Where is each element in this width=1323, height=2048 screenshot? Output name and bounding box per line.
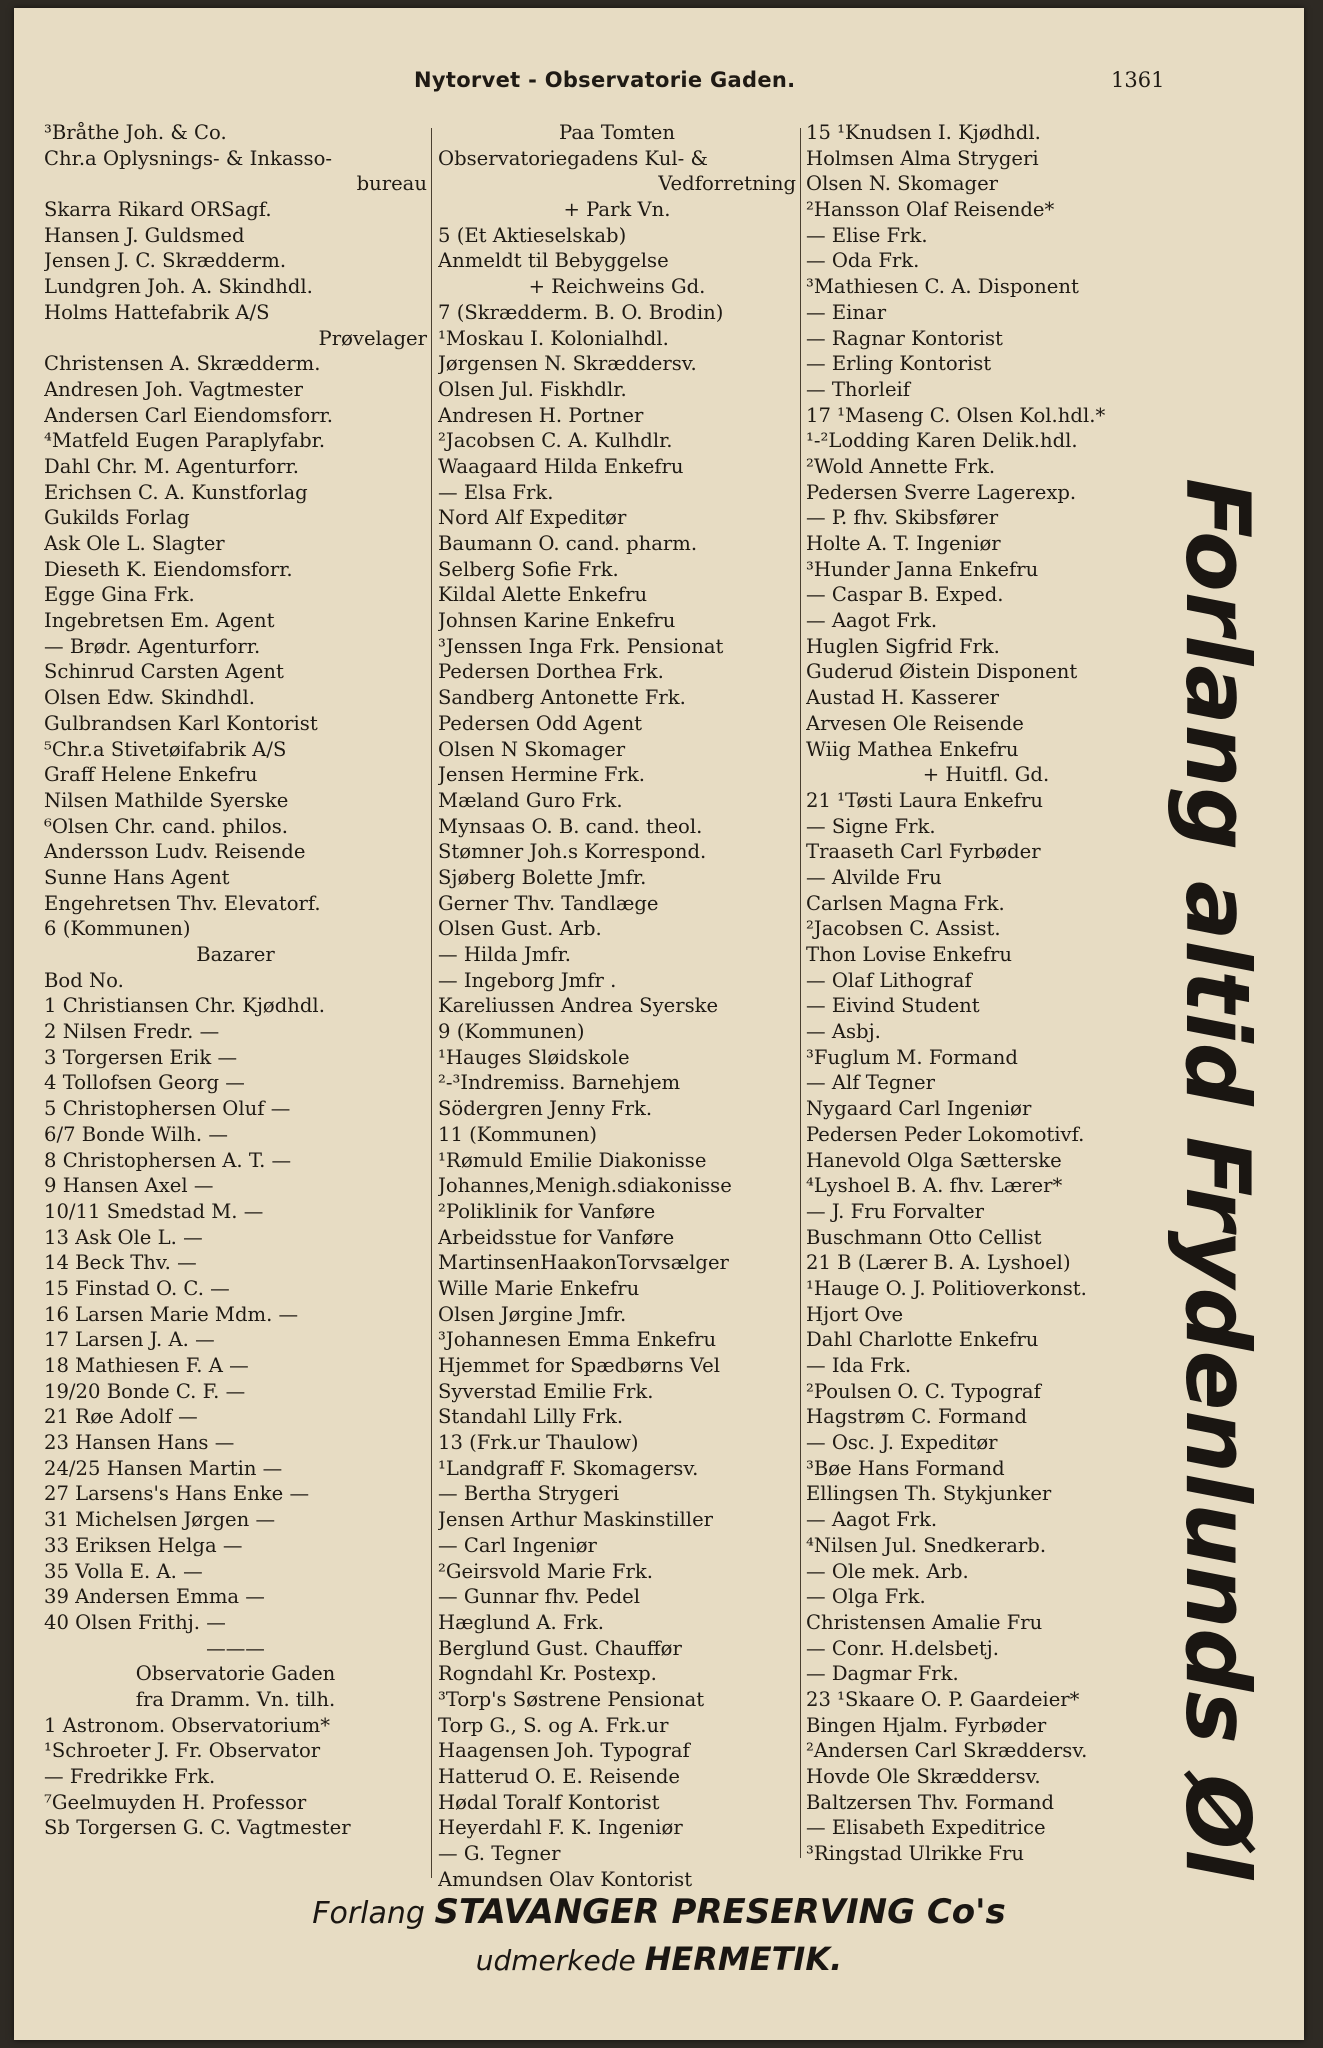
directory-entry: Ingebretsen Em. Agent (44, 609, 275, 633)
directory-entry: Olsen N. Skomager (806, 172, 999, 196)
directory-entry: — Elisabeth Expeditrice (806, 1816, 1046, 1840)
directory-entry: Ellingsen Th. Stykjunker (806, 1482, 1052, 1506)
directory-entry: Hovde Ole Skræddersv. (806, 1765, 1041, 1788)
directory-entry: — Brødr. Agenturforr. (44, 634, 261, 658)
directory-entry: Wiig Mathea Enkefru (806, 737, 1019, 761)
directory-entry: ¹Rømuld Emilie Diakonisse (438, 1148, 707, 1172)
directory-entry: 16 Larsen Marie Mdm. — (44, 1302, 299, 1326)
directory-entry: Rogndahl Kr. Postexp. (438, 1662, 657, 1686)
bottom-ad-line-2-lead: udmerkede (475, 1944, 645, 1977)
directory-entry: Paa Tomten (559, 121, 675, 144)
directory-entry: ³Ringstad Ulrikke Fru (806, 1842, 1024, 1866)
directory-entry: Heyerdahl F. K. Ingeniør (438, 1816, 683, 1840)
directory-entry: ³Bråthe Joh. & Co. (44, 121, 227, 144)
directory-entry: 31 Michelsen Jørgen — (44, 1508, 276, 1532)
directory-entry: 6 (Kommunen) (44, 917, 191, 941)
directory-entry: — Caspar B. Exped. (806, 583, 1004, 607)
directory-entry: Andersson Ludv. Reisende (44, 840, 306, 864)
directory-entry: Andresen H. Portner (438, 403, 644, 427)
directory-entry: Selberg Sofie Frk. (438, 557, 619, 581)
directory-entry: Wille Marie Enkefru (438, 1276, 640, 1300)
directory-entry: Chr.a Oplysnings- & Inkasso- (44, 146, 333, 170)
directory-entry: Olsen N Skomager (438, 737, 626, 761)
directory-entry: Syverstad Emilie Frk. (438, 1379, 654, 1403)
directory-column-3 (806, 120, 1166, 1867)
directory-entry: 15 ¹Knudsen I. Kjødhdl. (806, 121, 1041, 144)
directory-entry: — Ida Frk. (806, 1354, 912, 1377)
directory-entry: Amundsen Olav Kontorist (438, 1867, 693, 1891)
directory-column-2 (438, 120, 796, 1892)
directory-entry: Holmsen Alma Strygeri (806, 146, 1039, 170)
directory-entry: 1 Christiansen Chr. Kjødhdl. (44, 994, 325, 1018)
directory-entry: — Einar (806, 300, 887, 324)
directory-entry: 10/11 Smedstad M. — (44, 1199, 264, 1223)
directory-entry: Mynsaas O. B. cand. theol. (438, 814, 703, 838)
directory-entry: — Aagot Frk. (806, 609, 938, 633)
side-advertisement (1166, 478, 1269, 1880)
directory-entry: — Gunnar fhv. Pedel (438, 1585, 640, 1609)
directory-entry: Holte A. T. Ingeniør (806, 532, 1001, 555)
directory-entry: 40 Olsen Frithj. — (44, 1610, 226, 1634)
directory-entry: — Olga Frk. (806, 1585, 926, 1609)
directory-entry: Olsen Edw. Skindhdl. (44, 686, 255, 710)
directory-entry: 5 (Et Aktieselskab) (438, 223, 627, 247)
directory-entry: ¹Landgraff F. Skomagersv. (438, 1456, 699, 1480)
directory-entry: Standahl Lilly Frk. (438, 1405, 624, 1429)
directory-entry: 27 Larsens's Hans Enke — (44, 1482, 310, 1506)
directory-entry: ²Jacobsen C. A. Kulhdlr. (438, 429, 673, 453)
directory-entry: — Asbj. (806, 1020, 881, 1044)
directory-entry: 35 Volla E. A. — (44, 1559, 203, 1583)
bottom-ad-product: HERMETIK. (644, 1940, 843, 1978)
page-number: 1361 (1111, 68, 1165, 92)
directory-entry: ²Poulsen O. C. Typograf (806, 1379, 1041, 1403)
directory-entry: ¹Hauge O. J. Politioverkonst. (806, 1276, 1087, 1300)
directory-entry: Olsen Jørgine Jmfr. (438, 1302, 627, 1326)
directory-entry: Bod No. (44, 968, 124, 992)
directory-entry: ⁴Matfeld Eugen Paraplyfabr. (44, 429, 326, 453)
directory-entry: Gukilds Forlag (44, 506, 190, 530)
directory-entry: Bazarer (196, 943, 275, 966)
directory-entry: 17 ¹Maseng C. Olsen Kol.hdl.* (806, 403, 1106, 427)
directory-entry: ³Johannesen Emma Enkefru (438, 1328, 717, 1352)
directory-entry: Schinrud Carsten Agent (44, 660, 284, 684)
column-divider (431, 128, 432, 1878)
directory-entry: ³Fuglum M. Formand (806, 1045, 1018, 1069)
directory-entry: Lundgren Joh. A. Skindhdl. (44, 275, 313, 299)
directory-entry: Baltzersen Thv. Formand (806, 1790, 1055, 1814)
directory-entry: Hatterud O. E. Reisende (438, 1765, 681, 1788)
directory-entry: Graff Helene Enkefru (44, 763, 258, 787)
directory-entry: ³Hunder Janna Enkefru (806, 557, 1039, 581)
directory-entry: — Carl Ingeniør (438, 1533, 597, 1557)
directory-entry: Sandberg Antonette Frk. (438, 686, 686, 710)
bottom-ad-line-1-lead: Forlang (312, 1896, 435, 1931)
side-advertisement-text: Forlang altid Frydenlunds Øl (1166, 478, 1269, 1880)
directory-entry: Johannes,Menigh.sdiakonisse (438, 1174, 732, 1198)
directory-entry: Pedersen Sverre Lagerexp. (806, 480, 1077, 504)
directory-entry: — Elsa Frk. (438, 480, 554, 504)
directory-entry: ³Bøe Hans Formand (806, 1456, 1005, 1480)
directory-entry: Hjemmet for Spædbørns Vel (438, 1354, 721, 1377)
directory-entry: ——— (206, 1636, 265, 1660)
directory-entry: Södergren Jenny Frk. (438, 1097, 653, 1121)
directory-entry: Sjøberg Bolette Jmfr. (438, 865, 647, 889)
directory-entry: 39 Andersen Emma — (44, 1585, 265, 1609)
directory-entry: — Oda Frk. (806, 249, 920, 273)
directory-entry: Huglen Sigfrid Frk. (806, 634, 1000, 658)
directory-entry: 21 ¹Tøsti Laura Enkefru (806, 788, 1043, 812)
directory-entry: Baumann O. cand. pharm. (438, 532, 698, 555)
directory-entry: + Reichweins Gd. (528, 275, 706, 299)
directory-entry: — Alvilde Fru (806, 865, 942, 889)
directory-entry: Olsen Gust. Arb. (438, 917, 602, 941)
directory-entry: Johnsen Karine Enkefru (438, 609, 676, 633)
directory-entry: Ask Ole L. Slagter (44, 532, 225, 555)
directory-entry: Bingen Hjalm. Fyrbøder (806, 1713, 1047, 1737)
directory-entry: Andresen Joh. Vagtmester (44, 377, 304, 401)
directory-entry: — G. Tegner (438, 1842, 561, 1866)
directory-entry: ¹Moskau I. Kolonialhdl. (438, 326, 669, 350)
directory-entry: Torp G., S. og A. Frk.ur (438, 1713, 669, 1737)
directory-entry: Hansen J. Guldsmed (44, 223, 245, 247)
directory-entry: Hødal Toralf Kontorist (438, 1790, 660, 1814)
directory-column-1 (44, 120, 427, 1841)
directory-entry: Prøvelager (318, 326, 427, 350)
directory-entry: Nygaard Carl Ingeniør (806, 1097, 1032, 1121)
directory-entry: — Ingeborg Jmfr . (438, 968, 617, 992)
column-divider (800, 128, 801, 1858)
directory-entry: Berglund Gust. Chauffør (438, 1636, 682, 1660)
directory-entry: Hanevold Olga Sætterske (806, 1148, 1062, 1172)
directory-entry: Pedersen Peder Lokomotivf. (806, 1122, 1085, 1146)
directory-entry: Egge Gina Frk. (44, 583, 195, 607)
directory-entry: — Signe Frk. (806, 814, 936, 838)
directory-entry: ⁴Nilsen Jul. Snedkerarb. (806, 1533, 1047, 1557)
directory-entry: — Erling Kontorist (806, 352, 992, 376)
directory-entry: Pedersen Odd Agent (438, 711, 643, 735)
directory-entry: Gulbrandsen Karl Kontorist (44, 711, 318, 735)
directory-entry: Holms Hattefabrik A/S (44, 300, 270, 324)
directory-entry: — Bertha Strygeri (438, 1482, 620, 1506)
directory-entry: Olsen Jul. Fiskhdlr. (438, 377, 627, 401)
directory-entry: 13 (Frk.ur Thaulow) (438, 1431, 639, 1455)
directory-entry: — Ole mek. Arb. (806, 1559, 969, 1583)
directory-entry: — Hilda Jmfr. (438, 943, 572, 966)
directory-entry: Christensen A. Skrædderm. (44, 352, 321, 376)
directory-entry: — Ragnar Kontorist (806, 326, 1003, 350)
directory-entry: Traaseth Carl Fyrbøder (806, 840, 1041, 864)
directory-entry: — Conr. H.delsbetj. (806, 1636, 999, 1660)
directory-entry: — Alf Tegner (806, 1071, 935, 1095)
directory-entry: Jensen Hermine Frk. (438, 763, 645, 787)
directory-entry: ²Poliklinik for Vanføre (438, 1199, 656, 1223)
directory-entry: 13 Ask Ole L. — (44, 1225, 203, 1249)
directory-entry: 5 Christophersen Oluf — (44, 1097, 291, 1121)
directory-entry: fra Dramm. Vn. tilh. (135, 1687, 336, 1711)
directory-entry: MartinsenHaakonTorvsælger (438, 1251, 729, 1275)
directory-entry: 18 Mathiesen F. A — (44, 1354, 249, 1377)
directory-entry: — Thorleif (806, 377, 911, 401)
directory-entry: Jensen J. C. Skrædderm. (44, 249, 287, 273)
directory-entry: 6/7 Bonde Wilh. — (44, 1122, 228, 1146)
directory-entry: Dahl Chr. M. Agenturforr. (44, 454, 299, 478)
directory-entry: Austad H. Kasserer (806, 686, 1000, 710)
directory-entry: Hagstrøm C. Formand (806, 1405, 1028, 1429)
directory-entry: ²Jacobsen C. Assist. (806, 917, 1001, 941)
directory-entry: 8 Christophersen A. T. — (44, 1148, 292, 1172)
directory-entry: 23 ¹Skaare O. P. Gaardeier* (806, 1687, 1080, 1711)
directory-entry: Guderud Øistein Disponent (806, 660, 1078, 684)
directory-entry: Hæglund A. Frk. (438, 1610, 604, 1634)
directory-entry: — Dagmar Frk. (806, 1662, 959, 1686)
directory-entry: Kildal Alette Enkefru (438, 583, 648, 607)
directory-entry: Dahl Charlotte Enkefru (806, 1328, 1039, 1352)
directory-entry: Anmeldt til Bebyggelse (438, 249, 669, 273)
directory-entry: 24/25 Hansen Martin — (44, 1456, 283, 1480)
directory-entry: Skarra Rikard ORSagf. (44, 198, 272, 222)
directory-entry: Engehretsen Thv. Elevatorf. (44, 891, 321, 915)
directory-entry: — Eivind Student (806, 994, 980, 1018)
directory-entry: Sb Torgersen G. C. Vagtmester (44, 1816, 351, 1840)
directory-entry: bureau (356, 172, 427, 196)
directory-entry: Haagensen Joh. Typograf (438, 1739, 690, 1763)
directory-entry: 15 Finstad O. C. — (44, 1276, 230, 1300)
directory-entry: — Olaf Lithograf (806, 968, 972, 992)
directory-entry: 21 B (Lærer B. A. Lyshoel) (806, 1251, 1071, 1275)
bottom-advertisement (14, 1888, 1304, 1982)
directory-entry: 4 Tollofsen Georg — (44, 1071, 245, 1095)
directory-entry: 7 (Skrædderm. B. O. Brodin) (438, 300, 724, 324)
directory-entry: ⁵Chr.a Stivetøifabrik A/S (44, 737, 287, 761)
directory-entry: Sunne Hans Agent (44, 865, 230, 889)
directory-entry: Observatoriegadens Kul- & (438, 146, 708, 170)
directory-entry: Erichsen C. A. Kunstforlag (44, 480, 308, 504)
directory-entry: ²-³Indremiss. Barnehjem (438, 1071, 681, 1095)
bottom-ad-line-1 (14, 1888, 1304, 1936)
directory-entry: + Park Vn. (563, 198, 671, 222)
directory-entry: — Fredrikke Frk. (44, 1765, 216, 1788)
directory-entry: 19/20 Bonde C. F. — (44, 1379, 246, 1403)
directory-entry: ²Wold Annette Frk. (806, 454, 996, 478)
directory-entry: — Aagot Frk. (806, 1508, 938, 1532)
directory-entry: Carlsen Magna Frk. (806, 891, 1005, 915)
directory-entry: 2 Nilsen Fredr. — (44, 1020, 220, 1044)
directory-entry: ³Mathiesen C. A. Disponent (806, 275, 1079, 299)
directory-entry: Buschmann Otto Cellist (806, 1225, 1042, 1249)
directory-entry: Thon Lovise Enkefru (806, 943, 1012, 966)
directory-entry: Waagaard Hilda Enkefru (438, 454, 684, 478)
directory-entry: ²Geirsvold Marie Frk. (438, 1559, 653, 1583)
directory-entry: ¹Hauges Sløidskole (438, 1045, 630, 1069)
directory-entry: Mæland Guro Frk. (438, 788, 623, 812)
directory-entry: Dieseth K. Eiendomsforr. (44, 557, 293, 581)
directory-entry: 21 Røe Adolf — (44, 1405, 198, 1429)
directory-entry: ²Hansson Olaf Reisende* (806, 198, 1055, 222)
directory-entry: Arbeidsstue for Vanføre (438, 1225, 675, 1249)
directory-entry: ³Jenssen Inga Frk. Pensionat (438, 634, 724, 658)
directory-entry: — Elise Frk. (806, 223, 928, 247)
directory-entry: 14 Beck Thv. — (44, 1251, 197, 1275)
directory-entry: 23 Hansen Hans — (44, 1431, 235, 1455)
directory-entry: 33 Eriksen Helga — (44, 1533, 243, 1557)
directory-entry: Vedforretning (658, 172, 796, 196)
directory-entry: Christensen Amalie Fru (806, 1610, 1043, 1634)
running-title: Nytorvet - Observatorie Gaden. (414, 68, 796, 92)
directory-entry: Stømner Joh.s Korrespond. (438, 840, 707, 864)
directory-entry: 9 Hansen Axel — (44, 1174, 214, 1198)
directory-page (14, 8, 1304, 2040)
directory-entry: — Osc. J. Expeditør (806, 1431, 998, 1455)
directory-entry: 17 Larsen J. A. — (44, 1328, 215, 1352)
directory-entry: + Huitfl. Gd. (922, 763, 1050, 787)
directory-entry: Pedersen Dorthea Frk. (438, 660, 664, 684)
directory-entry: ¹-²Lodding Karen Delik.hdl. (806, 429, 1078, 453)
directory-entry: ³Torp's Søstrene Pensionat (438, 1687, 705, 1711)
directory-entry: ²Andersen Carl Skræddersv. (806, 1739, 1088, 1763)
directory-entry: Nilsen Mathilde Syerske (44, 788, 289, 812)
directory-entry: 11 (Kommunen) (438, 1122, 597, 1146)
directory-entry: 9 (Kommunen) (438, 1020, 585, 1044)
directory-entry: Gerner Thv. Tandlæge (438, 891, 659, 915)
directory-entry: Jørgensen N. Skræddersv. (438, 352, 697, 376)
directory-entry: ¹Schroeter J. Fr. Observator (44, 1739, 321, 1763)
directory-entry: — J. Fru Forvalter (806, 1199, 984, 1223)
directory-entry: Observatorie Gaden (135, 1662, 336, 1686)
directory-entry: — P. fhv. Skibsfører (806, 506, 999, 530)
directory-entry: ⁷Geelmuyden H. Professor (44, 1790, 307, 1814)
bottom-ad-brand: STAVANGER PRESERVING Co's (434, 1892, 1006, 1932)
directory-entry: 1 Astronom. Observatorium* (44, 1713, 331, 1737)
directory-entry: Andersen Carl Eiendomsforr. (44, 403, 333, 427)
directory-entry: ⁴Lyshoel B. A. fhv. Lærer* (806, 1174, 1063, 1198)
page-header (14, 68, 1304, 102)
directory-entry: Hjort Ove (806, 1302, 904, 1326)
directory-entry: ⁶Olsen Chr. cand. philos. (44, 814, 289, 838)
directory-entry: Jensen Arthur Maskinstiller (438, 1508, 714, 1532)
directory-entry: Nord Alf Expeditør (438, 506, 627, 530)
directory-entry: 3 Torgersen Erik — (44, 1045, 238, 1069)
directory-entry: Arvesen Ole Reisende (806, 711, 1024, 735)
directory-entry: Kareliussen Andrea Syerske (438, 994, 719, 1018)
bottom-ad-line-2 (14, 1936, 1304, 1982)
